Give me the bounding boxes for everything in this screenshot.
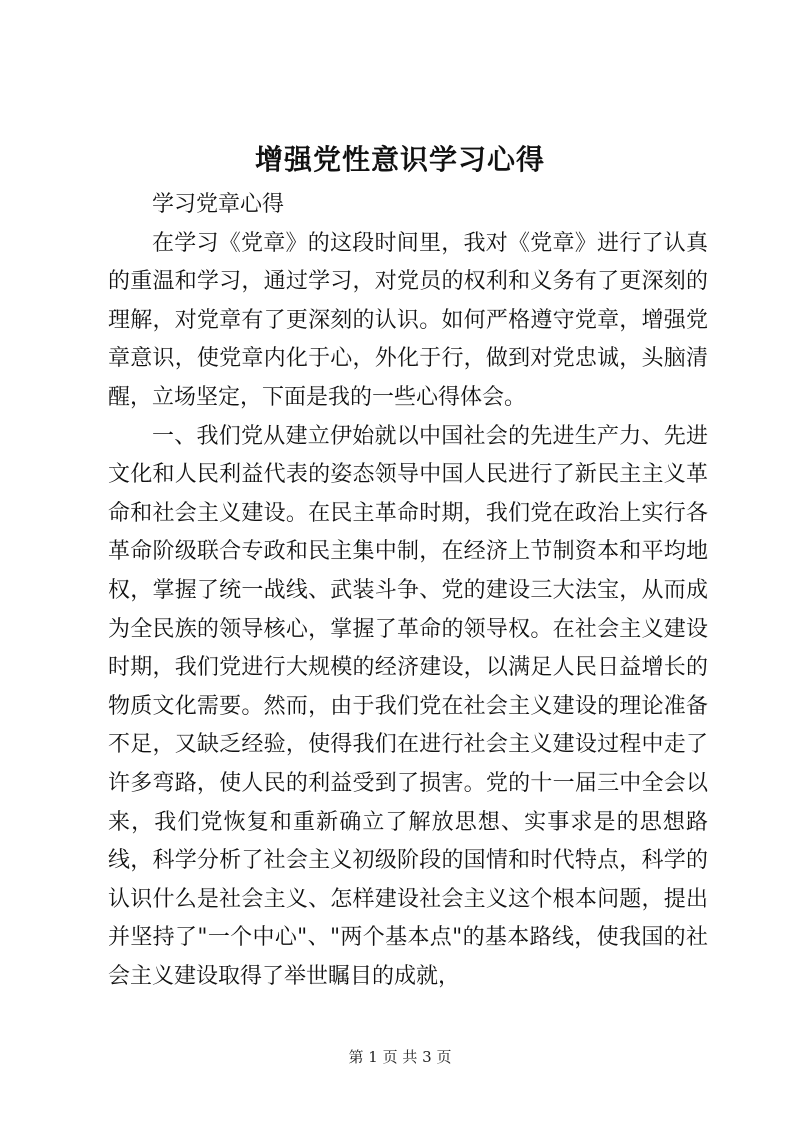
section-heading: 学习党章心得 [152, 192, 285, 217]
page-footer: 第 1 页 共 3 页 [348, 1048, 452, 1066]
paragraph-intro: 在学习《党章》的这段时间里，我对《党章》进行了认真的重温和学习，通过学习，对党员的权利和义务有了更深刻的理解，对党章有了更深刻的认识。如何严格遵守党章，增强党章意识，使党章内化于心，外化于行，做到对党忠诚，头脑清醒，立场坚定，下面是我的一些心得体会。 [108, 230, 708, 410]
document-title: 增强党性意识学习心得 [254, 143, 545, 176]
paragraph-point-one: 一、我们党从建立伊始就以中国社会的先进生产力、先进文化和人民利益代表的姿态领导中国人民进行了新民主主义革命和社会主义建设。在民主革命时期，我们党在政治上实行各革命阶级联合专政和民主集中制，在经济上节制资本和平均地权，掌握了统一战线、武装斗争、党的建设三大法宝，从而成为全民族的领导核心，掌握了革命的领导权。在社会主义建设时期，我们党进行大规模的经济建设，以满足人民日益增长的物质文化需要。然而，由于我们党在社会主义建设的理论准备不足，又缺乏经验，使得我们在进行社会主义建设过程中走了许多弯路，使人民的利益受到了损害。党的十一届三中全会以来，我们党恢复和重新确立了解放思想、实事求是的思想路线，科学分析了社会主义初级阶段的国情和时代特点，科学的认识什么是社会主义、怎样建设社会主义这个根本问题，提出并坚持了"一个中心"、"两个基本点"的基本路线，使我国的社会主义建设取得了举世瞩目的成就， [108, 423, 708, 989]
document-body [108, 186, 708, 996]
